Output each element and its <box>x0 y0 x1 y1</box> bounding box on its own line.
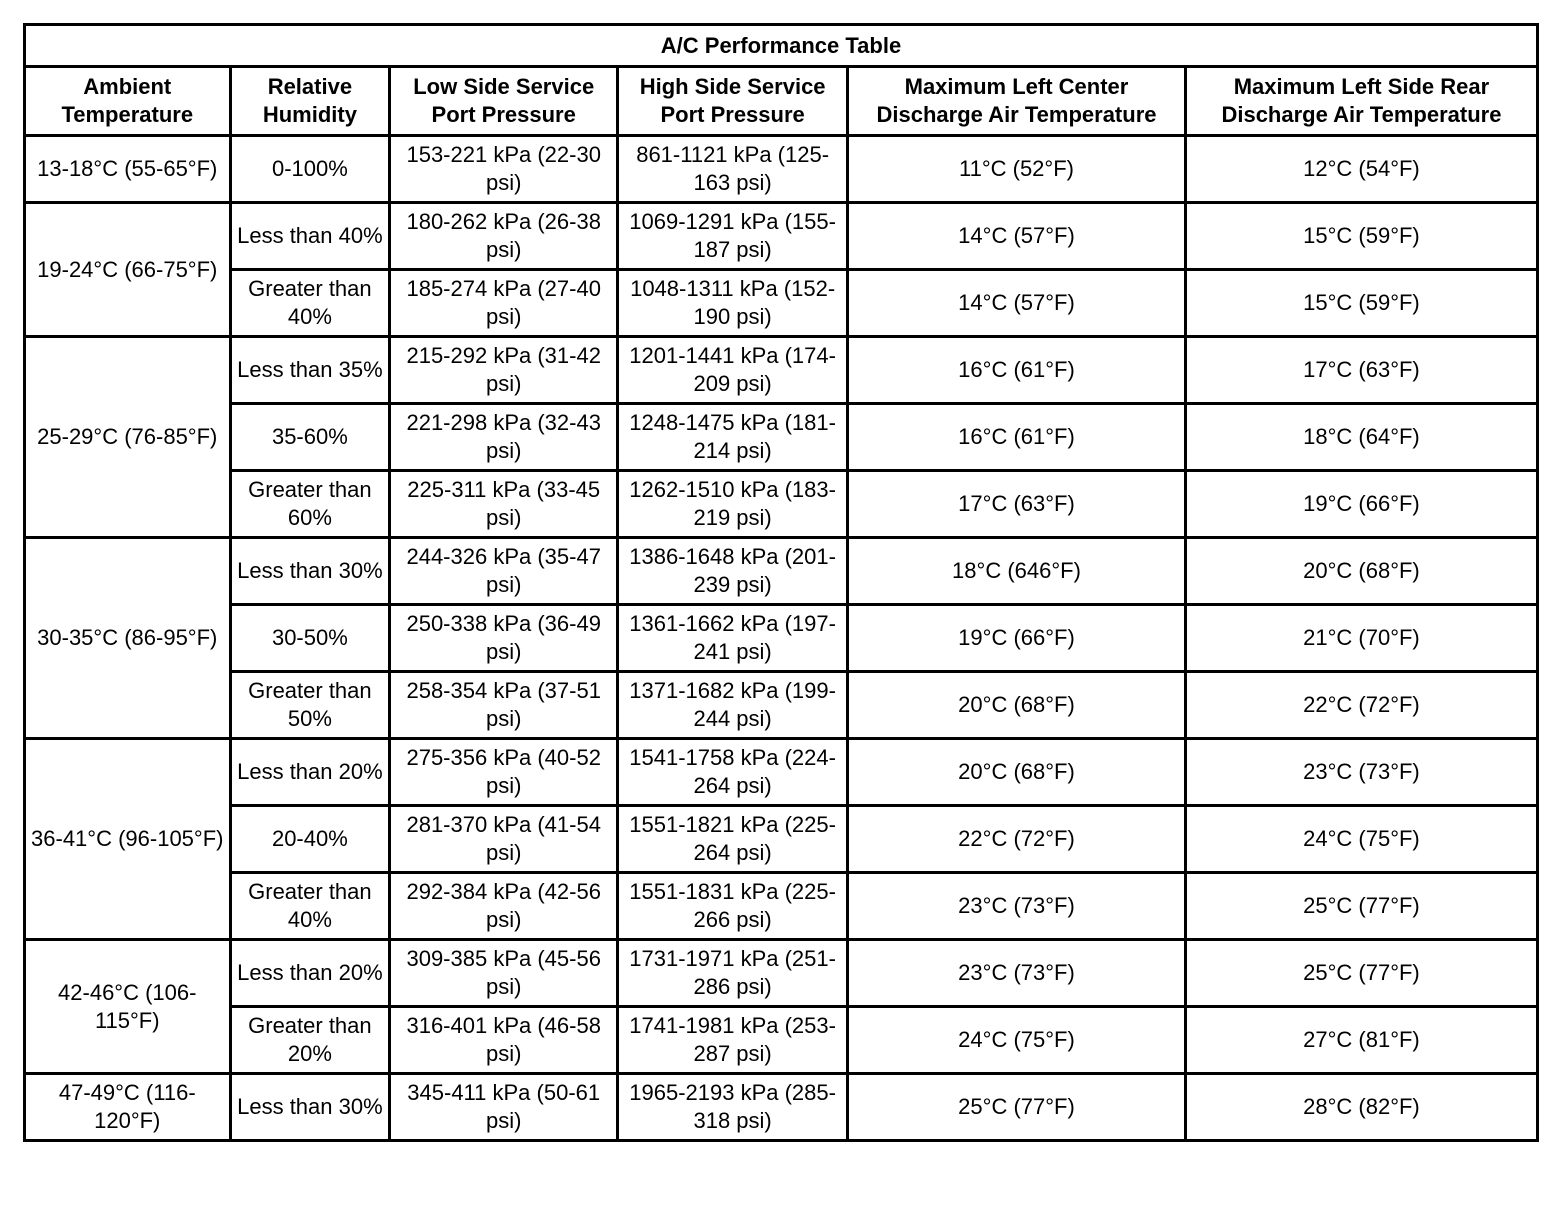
table-row <box>25 940 1538 1007</box>
header-ambient-temperature: Ambient Temperature <box>25 67 231 136</box>
header-left-rear-discharge-temp: Maximum Left Side Rear Discharge Air Temperature <box>1185 67 1537 136</box>
low-side-pressure-cell: 185-274 kPa (27-40 psi) <box>390 270 618 337</box>
left-rear-discharge-temp-cell: 23°C (73°F) <box>1185 739 1537 806</box>
header-left-center-discharge-temp: Maximum Left Center Discharge Air Temperature <box>848 67 1186 136</box>
table-header-row <box>25 67 1538 136</box>
ambient-temperature-cell: 25-29°C (76-85°F) <box>25 337 231 538</box>
left-center-discharge-temp-cell: 20°C (68°F) <box>848 672 1186 739</box>
left-rear-discharge-temp-cell: 15°C (59°F) <box>1185 270 1537 337</box>
table-row <box>25 136 1538 203</box>
low-side-pressure-cell: 258-354 kPa (37-51 psi) <box>390 672 618 739</box>
high-side-pressure-cell: 1741-1981 kPa (253-287 psi) <box>618 1007 848 1074</box>
low-side-pressure-cell: 275-356 kPa (40-52 psi) <box>390 739 618 806</box>
high-side-pressure-cell: 1551-1831 kPa (225-266 psi) <box>618 873 848 940</box>
table-title-row <box>25 25 1538 67</box>
high-side-pressure-cell: 1262-1510 kPa (183-219 psi) <box>618 471 848 538</box>
left-center-discharge-temp-cell: 22°C (72°F) <box>848 806 1186 873</box>
left-rear-discharge-temp-cell: 25°C (77°F) <box>1185 940 1537 1007</box>
low-side-pressure-cell: 244-326 kPa (35-47 psi) <box>390 538 618 605</box>
ambient-temperature-cell: 19-24°C (66-75°F) <box>25 203 231 337</box>
table-body <box>25 136 1538 1141</box>
left-rear-discharge-temp-cell: 24°C (75°F) <box>1185 806 1537 873</box>
left-rear-discharge-temp-cell: 21°C (70°F) <box>1185 605 1537 672</box>
low-side-pressure-cell: 281-370 kPa (41-54 psi) <box>390 806 618 873</box>
ambient-temperature-cell: 13-18°C (55-65°F) <box>25 136 231 203</box>
low-side-pressure-cell: 316-401 kPa (46-58 psi) <box>390 1007 618 1074</box>
high-side-pressure-cell: 1731-1971 kPa (251-286 psi) <box>618 940 848 1007</box>
relative-humidity-cell: 0-100% <box>230 136 390 203</box>
relative-humidity-cell: Greater than 60% <box>230 471 390 538</box>
table-row <box>25 672 1538 739</box>
high-side-pressure-cell: 1551-1821 kPa (225-264 psi) <box>618 806 848 873</box>
left-rear-discharge-temp-cell: 18°C (64°F) <box>1185 404 1537 471</box>
relative-humidity-cell: Less than 30% <box>230 1074 390 1141</box>
ac-performance-table <box>23 23 1539 1142</box>
low-side-pressure-cell: 250-338 kPa (36-49 psi) <box>390 605 618 672</box>
table-row <box>25 270 1538 337</box>
left-rear-discharge-temp-cell: 25°C (77°F) <box>1185 873 1537 940</box>
left-rear-discharge-temp-cell: 22°C (72°F) <box>1185 672 1537 739</box>
table-row <box>25 873 1538 940</box>
ambient-temperature-cell: 42-46°C (106-115°F) <box>25 940 231 1074</box>
left-rear-discharge-temp-cell: 28°C (82°F) <box>1185 1074 1537 1141</box>
table-row <box>25 739 1538 806</box>
relative-humidity-cell: Less than 20% <box>230 940 390 1007</box>
high-side-pressure-cell: 861-1121 kPa (125-163 psi) <box>618 136 848 203</box>
low-side-pressure-cell: 153-221 kPa (22-30 psi) <box>390 136 618 203</box>
high-side-pressure-cell: 1965-2193 kPa (285-318 psi) <box>618 1074 848 1141</box>
left-center-discharge-temp-cell: 14°C (57°F) <box>848 270 1186 337</box>
table-row <box>25 337 1538 404</box>
ambient-temperature-cell: 47-49°C (116-120°F) <box>25 1074 231 1141</box>
left-center-discharge-temp-cell: 17°C (63°F) <box>848 471 1186 538</box>
relative-humidity-cell: Greater than 40% <box>230 270 390 337</box>
left-rear-discharge-temp-cell: 15°C (59°F) <box>1185 203 1537 270</box>
table-title: A/C Performance Table <box>25 25 1538 67</box>
left-center-discharge-temp-cell: 18°C (646°F) <box>848 538 1186 605</box>
high-side-pressure-cell: 1541-1758 kPa (224-264 psi) <box>618 739 848 806</box>
left-rear-discharge-temp-cell: 27°C (81°F) <box>1185 1007 1537 1074</box>
table-row <box>25 538 1538 605</box>
header-low-side-pressure: Low Side Service Port Pressure <box>390 67 618 136</box>
left-rear-discharge-temp-cell: 12°C (54°F) <box>1185 136 1537 203</box>
high-side-pressure-cell: 1361-1662 kPa (197-241 psi) <box>618 605 848 672</box>
ambient-temperature-cell: 30-35°C (86-95°F) <box>25 538 231 739</box>
left-center-discharge-temp-cell: 19°C (66°F) <box>848 605 1186 672</box>
left-rear-discharge-temp-cell: 17°C (63°F) <box>1185 337 1537 404</box>
left-center-discharge-temp-cell: 25°C (77°F) <box>848 1074 1186 1141</box>
high-side-pressure-cell: 1371-1682 kPa (199-244 psi) <box>618 672 848 739</box>
relative-humidity-cell: 35-60% <box>230 404 390 471</box>
left-rear-discharge-temp-cell: 19°C (66°F) <box>1185 471 1537 538</box>
relative-humidity-cell: Less than 20% <box>230 739 390 806</box>
table-row <box>25 404 1538 471</box>
left-center-discharge-temp-cell: 16°C (61°F) <box>848 404 1186 471</box>
left-center-discharge-temp-cell: 23°C (73°F) <box>848 873 1186 940</box>
header-relative-humidity: Relative Humidity <box>230 67 390 136</box>
left-center-discharge-temp-cell: 20°C (68°F) <box>848 739 1186 806</box>
left-rear-discharge-temp-cell: 20°C (68°F) <box>1185 538 1537 605</box>
left-center-discharge-temp-cell: 14°C (57°F) <box>848 203 1186 270</box>
left-center-discharge-temp-cell: 11°C (52°F) <box>848 136 1186 203</box>
left-center-discharge-temp-cell: 16°C (61°F) <box>848 337 1186 404</box>
table-row <box>25 471 1538 538</box>
low-side-pressure-cell: 225-311 kPa (33-45 psi) <box>390 471 618 538</box>
relative-humidity-cell: 30-50% <box>230 605 390 672</box>
table-row <box>25 1074 1538 1141</box>
ambient-temperature-cell: 36-41°C (96-105°F) <box>25 739 231 940</box>
low-side-pressure-cell: 345-411 kPa (50-61 psi) <box>390 1074 618 1141</box>
relative-humidity-cell: Greater than 20% <box>230 1007 390 1074</box>
table-row <box>25 203 1538 270</box>
table-row <box>25 605 1538 672</box>
relative-humidity-cell: Less than 30% <box>230 538 390 605</box>
low-side-pressure-cell: 221-298 kPa (32-43 psi) <box>390 404 618 471</box>
relative-humidity-cell: Greater than 50% <box>230 672 390 739</box>
low-side-pressure-cell: 292-384 kPa (42-56 psi) <box>390 873 618 940</box>
relative-humidity-cell: Less than 35% <box>230 337 390 404</box>
relative-humidity-cell: Greater than 40% <box>230 873 390 940</box>
relative-humidity-cell: Less than 40% <box>230 203 390 270</box>
high-side-pressure-cell: 1386-1648 kPa (201-239 psi) <box>618 538 848 605</box>
high-side-pressure-cell: 1048-1311 kPa (152-190 psi) <box>618 270 848 337</box>
low-side-pressure-cell: 215-292 kPa (31-42 psi) <box>390 337 618 404</box>
table-row <box>25 806 1538 873</box>
header-high-side-pressure: High Side Service Port Pressure <box>618 67 848 136</box>
relative-humidity-cell: 20-40% <box>230 806 390 873</box>
left-center-discharge-temp-cell: 23°C (73°F) <box>848 940 1186 1007</box>
table-row <box>25 1007 1538 1074</box>
high-side-pressure-cell: 1248-1475 kPa (181-214 psi) <box>618 404 848 471</box>
left-center-discharge-temp-cell: 24°C (75°F) <box>848 1007 1186 1074</box>
high-side-pressure-cell: 1069-1291 kPa (155-187 psi) <box>618 203 848 270</box>
high-side-pressure-cell: 1201-1441 kPa (174-209 psi) <box>618 337 848 404</box>
low-side-pressure-cell: 309-385 kPa (45-56 psi) <box>390 940 618 1007</box>
low-side-pressure-cell: 180-262 kPa (26-38 psi) <box>390 203 618 270</box>
